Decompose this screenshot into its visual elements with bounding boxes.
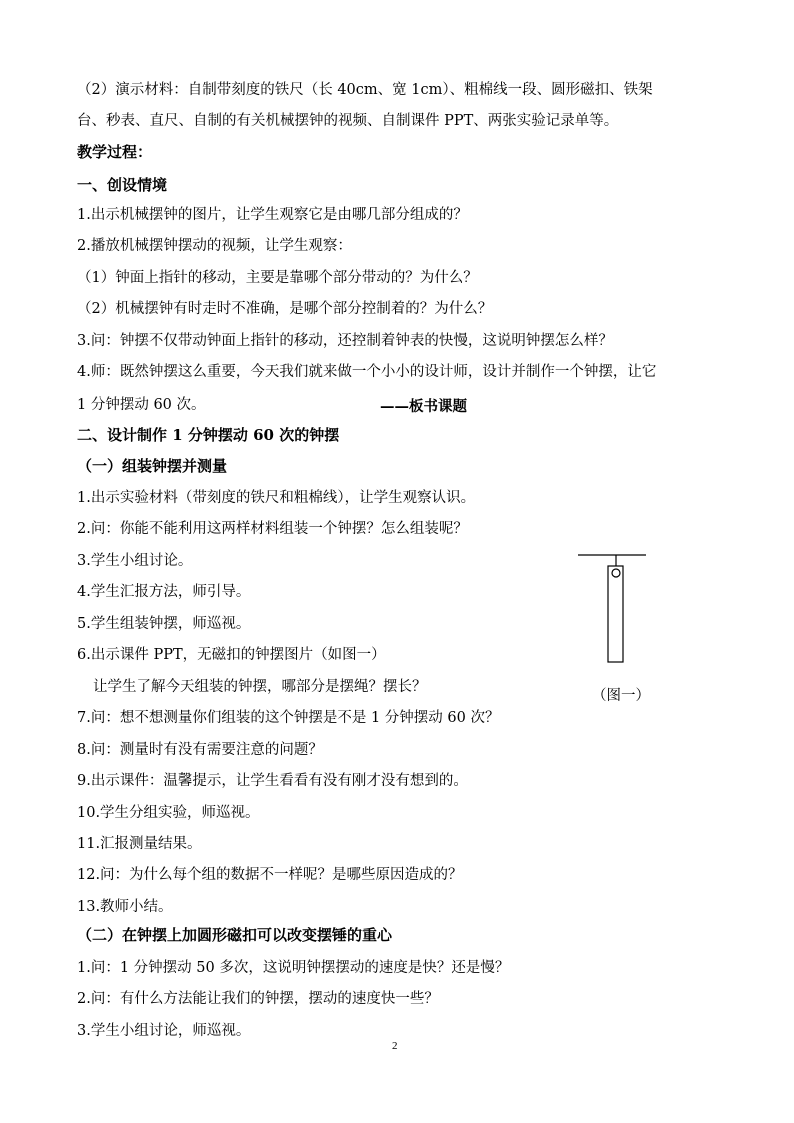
text-line: 1.出示实验材料（带刻度的铁尺和粗棉线），让学生观察认识。 (77, 490, 476, 506)
subsection-heading: （二）在钟摆上加圆形磁扣可以改变摆锤的重心 (77, 926, 393, 944)
text-line: 3.学生小组讨论。 (77, 553, 193, 569)
teaching-process-heading: 教学过程： (77, 143, 153, 161)
pendulum-figure (576, 548, 648, 672)
text-line: 7.问：想不想测量你们组装的这个钟摆是不是 1 分钟摆动 60 次？ (77, 710, 500, 726)
text-line: 3.学生小组讨论，师巡视。 (77, 1023, 251, 1039)
board-title-note: ——板书课题 (380, 398, 467, 415)
text-line: （2）机械摆钟有时走时不准确，是哪个部分控制着的？为什么？ (77, 301, 493, 317)
text-line: 1.出示机械摆钟的图片，让学生观察它是由哪几部分组成的？ (77, 207, 468, 223)
text-line: 11.汇报测量结果。 (77, 836, 202, 852)
text-line: 3.问：钟摆不仅带动钟面上指针的移动，还控制着钟表的快慢，这说明钟摆怎么样？ (77, 333, 613, 349)
text-line: 4.学生汇报方法，师引导。 (77, 584, 251, 600)
text-line: 台、秒表、直尺、自制的有关机械摆钟的视频、自制课件 PPT、两张实验记录单等。 (77, 113, 619, 129)
text-line: 5.学生组装钟摆，师巡视。 (77, 616, 251, 632)
pendulum-rod (608, 566, 623, 662)
section-heading: 一、创设情境 (77, 176, 168, 194)
text-line: 2.问：你能不能利用这两样材料组装一个钟摆？怎么组装呢？ (77, 521, 468, 537)
page-number: 2 (392, 1040, 398, 1052)
text-line: 10.学生分组实验，师巡视。 (77, 805, 260, 821)
text-line: 9.出示课件：温馨提示，让学生看看有没有刚才没有想到的。 (77, 773, 468, 789)
text-line: （2）演示材料：自制带刻度的铁尺（长 40cm、宽 1cm）、粗棉线一段、圆形磁扣、铁架 (77, 82, 653, 98)
text-line: 1.问：1 分钟摆动 50 多次，这说明钟摆摆动的速度是快？还是慢？ (77, 960, 510, 976)
section-heading: 二、设计制作 1 分钟摆动 60 次的钟摆 (77, 426, 340, 444)
text-line: 8.问：测量时有没有需要注意的问题？ (77, 742, 323, 758)
text-line: 12.问：为什么每个组的数据不一样呢？是哪些原因造成的？ (77, 867, 463, 883)
text-line: 2.问：有什么方法能让我们的钟摆，摆动的速度快一些？ (77, 991, 439, 1007)
text-line: 13.教师小结。 (77, 899, 173, 915)
text-line: （1）钟面上指针的移动，主要是靠哪个部分带动的？为什么？ (77, 270, 478, 286)
figure-caption: （图一） (592, 688, 650, 704)
text-line: 4.师：既然钟摆这么重要，今天我们就来做一个小小的设计师，设计并制作一个钟摆，让它 (77, 364, 657, 380)
subsection-heading: （一）组装钟摆并测量 (77, 457, 228, 475)
text-line: 2.播放机械摆钟摆动的视频，让学生观察： (77, 238, 352, 254)
text-line: 6.出示课件 PPT，无磁扣的钟摆图片（如图一） (77, 647, 386, 663)
text-line: 让学生了解今天组装的钟摆，哪部分是摆绳？摆长？ (93, 679, 427, 695)
text-line: 1 分钟摆动 60 次。 (77, 397, 206, 413)
pivot-hole (612, 569, 620, 577)
